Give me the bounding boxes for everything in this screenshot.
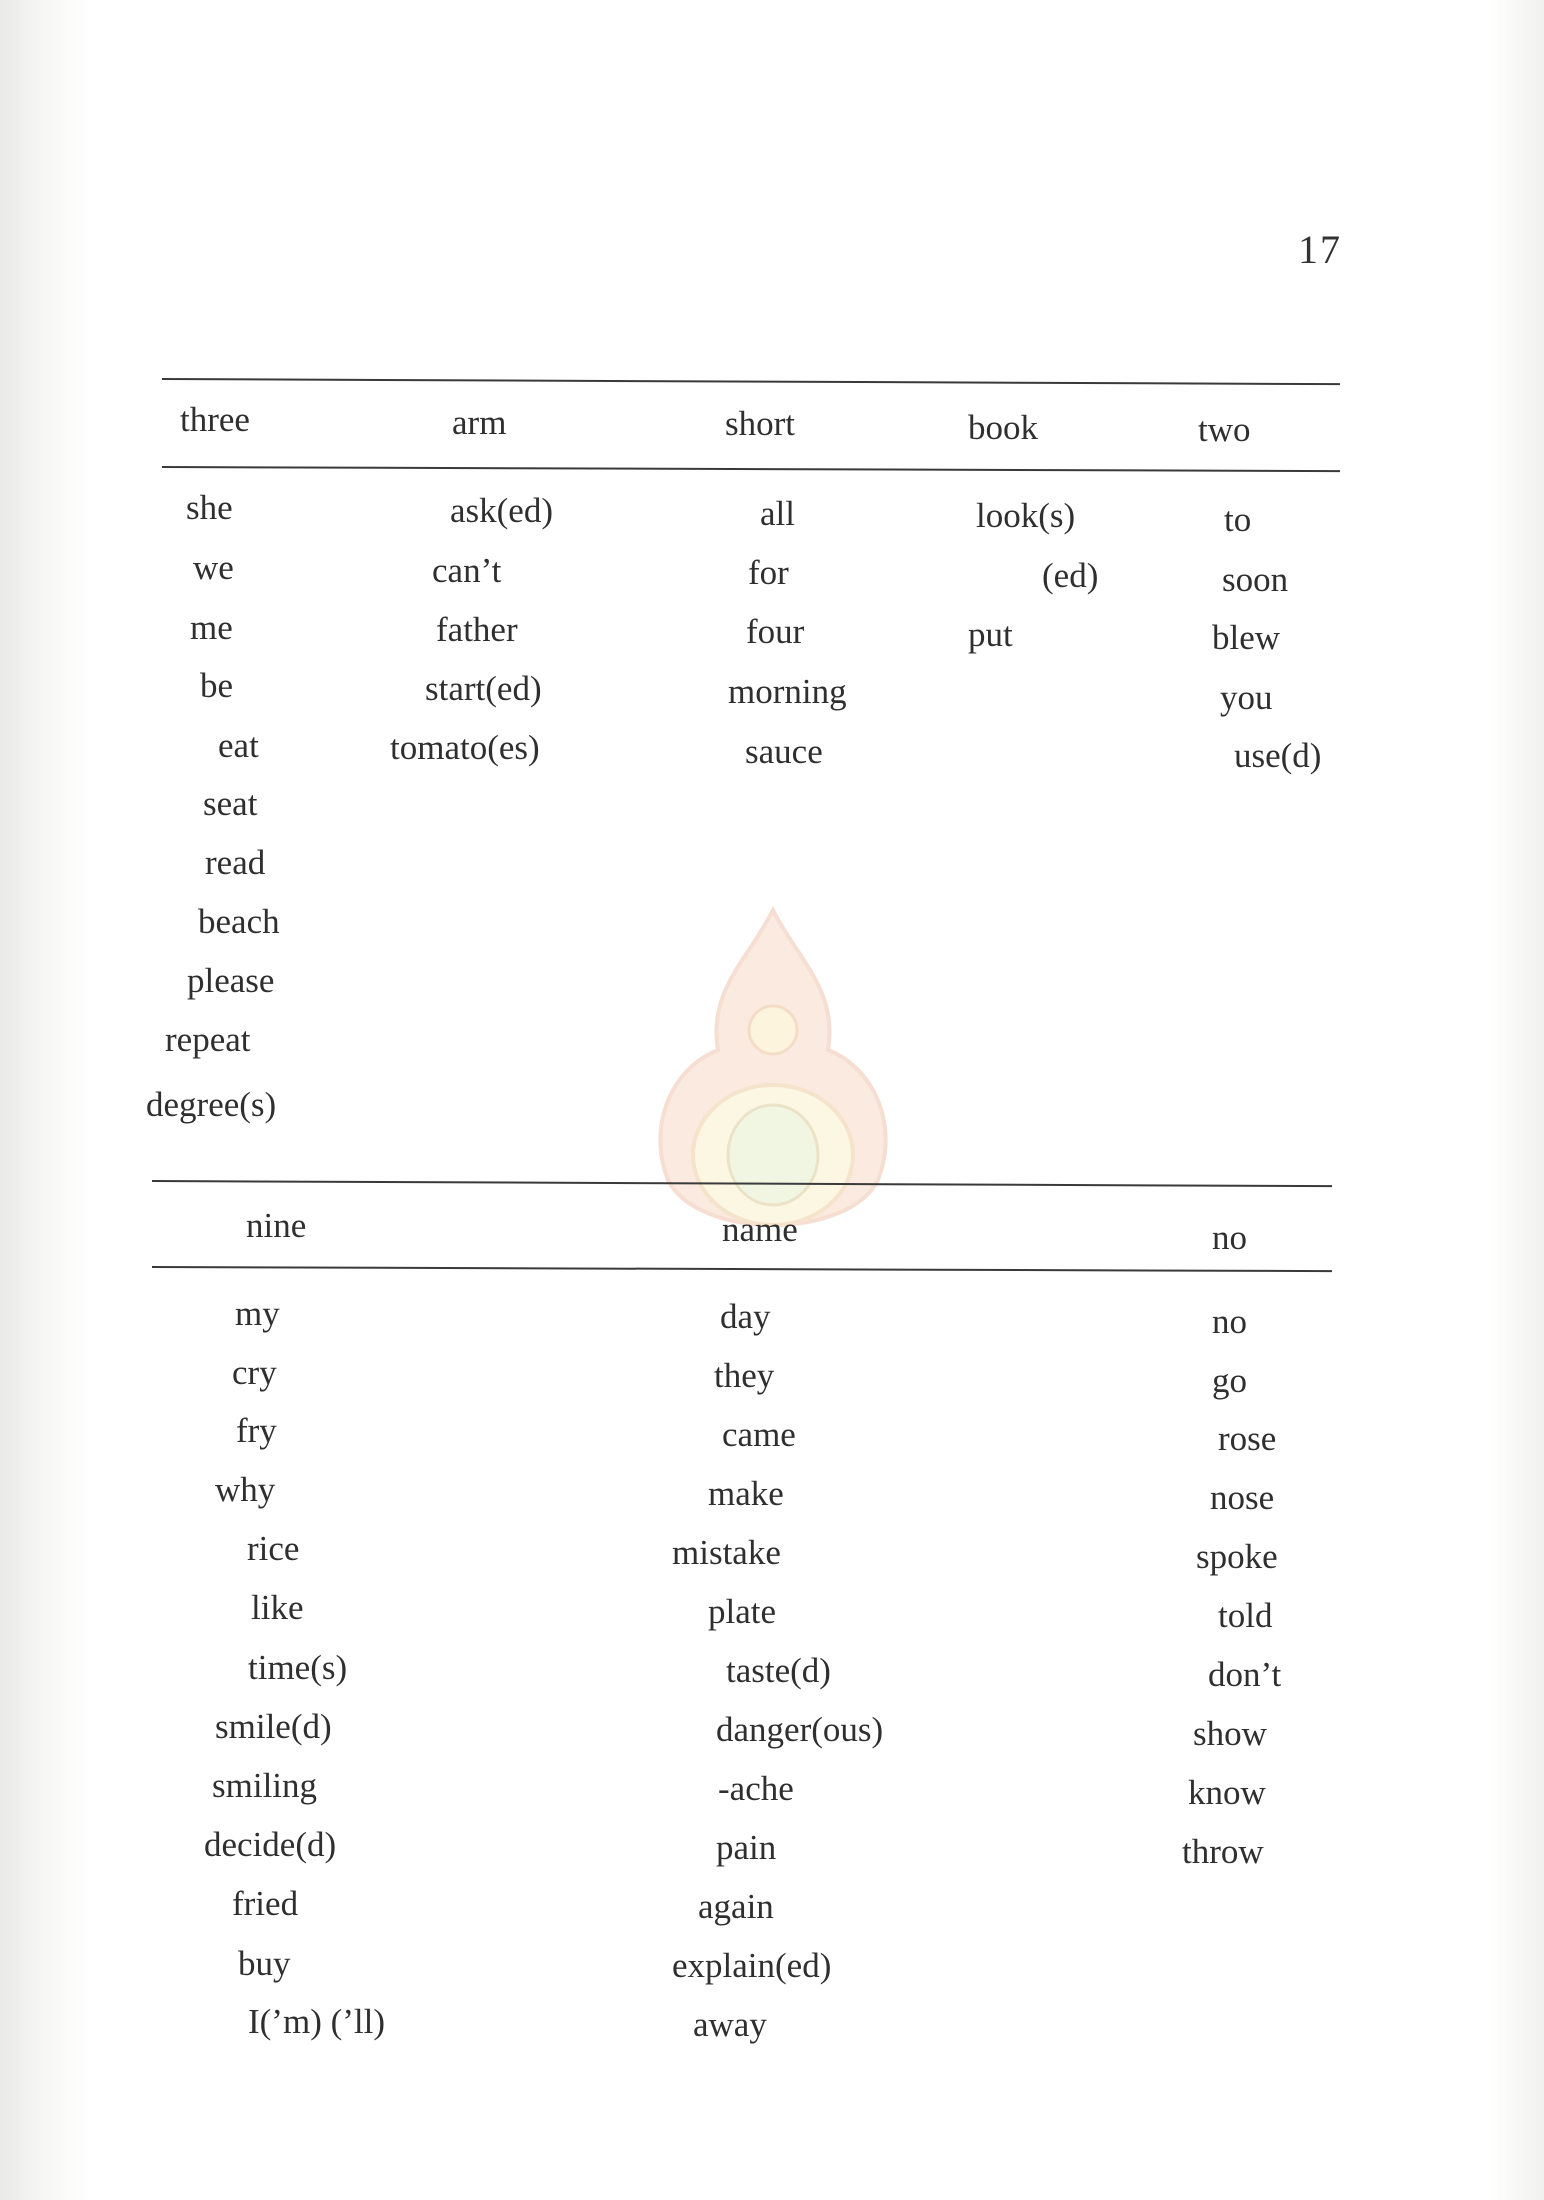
- word-ed: (ed): [1042, 556, 1099, 595]
- table1-header-short: short: [725, 404, 795, 443]
- watermark-seal: [628, 900, 918, 1260]
- word-told: told: [1218, 1596, 1273, 1635]
- word-buy: buy: [238, 1944, 291, 1983]
- word-times: time(s): [248, 1648, 348, 1687]
- word-tomatoes: tomato(es): [390, 728, 540, 767]
- word-seat: seat: [203, 784, 258, 823]
- word-cry: cry: [232, 1353, 277, 1392]
- word-they: they: [714, 1356, 775, 1395]
- word-no: no: [1212, 1302, 1247, 1341]
- table1-header-book: book: [968, 408, 1038, 447]
- table2-header-rule: [152, 1266, 1332, 1272]
- word-go: go: [1212, 1361, 1247, 1400]
- word-my: my: [235, 1294, 280, 1333]
- word-mistake: mistake: [672, 1533, 781, 1572]
- word-show: show: [1193, 1714, 1267, 1753]
- word-like: like: [251, 1588, 304, 1627]
- table1-header-rule: [162, 466, 1340, 472]
- word-smiling: smiling: [212, 1766, 318, 1805]
- word-me: me: [190, 608, 233, 647]
- word-soon: soon: [1222, 560, 1289, 599]
- word-all: all: [760, 494, 795, 533]
- word-degrees: degree(s): [146, 1085, 277, 1124]
- word-asked: ask(ed): [450, 491, 554, 530]
- word-dangerous: danger(ous): [716, 1710, 884, 1749]
- word-came: came: [722, 1415, 796, 1454]
- word-father: father: [436, 610, 518, 649]
- table2-header-name: name: [722, 1210, 798, 1249]
- word-please: please: [187, 961, 275, 1000]
- word-know: know: [1188, 1773, 1266, 1812]
- table1-header-three: three: [180, 400, 250, 439]
- word-spoke: spoke: [1196, 1537, 1278, 1576]
- word-we: we: [193, 548, 234, 587]
- table2-header-nine: nine: [246, 1206, 307, 1245]
- word-smiled: smile(d): [215, 1707, 332, 1746]
- word-dont: don’t: [1208, 1655, 1282, 1694]
- word-cant: can’t: [432, 551, 502, 590]
- word-be: be: [200, 666, 234, 705]
- word-again: again: [698, 1887, 774, 1926]
- word-explained: explain(ed): [672, 1946, 832, 1985]
- word-looks: look(s): [976, 496, 1076, 535]
- word-repeat: repeat: [165, 1020, 251, 1059]
- word-sauce: sauce: [745, 732, 823, 771]
- word-why: why: [215, 1470, 276, 1509]
- page-number: 17: [1298, 227, 1342, 272]
- word-she: she: [186, 488, 233, 527]
- word-fried: fried: [232, 1884, 299, 1923]
- word-away: away: [693, 2005, 767, 2044]
- word-eat: eat: [218, 726, 259, 765]
- word-day: day: [720, 1297, 771, 1336]
- word-morning: morning: [728, 672, 847, 711]
- table1-top-rule: [162, 378, 1340, 385]
- word-plate: plate: [708, 1592, 777, 1631]
- word-rice: rice: [247, 1529, 300, 1568]
- word-tasted: taste(d): [726, 1651, 831, 1690]
- table2-header-no: no: [1212, 1218, 1247, 1257]
- word-pain: pain: [716, 1828, 777, 1867]
- word-beach: beach: [198, 902, 280, 941]
- word-im-ill: I(’m) (’ll): [248, 2002, 386, 2041]
- word-blew: blew: [1212, 618, 1281, 657]
- word-you: you: [1220, 678, 1273, 717]
- word-to: to: [1224, 500, 1252, 539]
- word-read: read: [205, 843, 266, 882]
- word-used: use(d): [1234, 736, 1322, 775]
- table1-header-arm: arm: [452, 403, 507, 442]
- word-make: make: [708, 1474, 784, 1513]
- word-put: put: [968, 615, 1013, 654]
- word-four: four: [746, 612, 805, 651]
- word-rose: rose: [1218, 1419, 1277, 1458]
- table1-header-two: two: [1198, 410, 1251, 449]
- word-ache: -ache: [718, 1769, 794, 1808]
- word-decided: decide(d): [204, 1825, 337, 1864]
- word-nose: nose: [1210, 1478, 1275, 1517]
- word-started: start(ed): [425, 669, 542, 708]
- word-fry: fry: [236, 1411, 277, 1450]
- word-for: for: [748, 553, 789, 592]
- word-throw: throw: [1182, 1832, 1264, 1871]
